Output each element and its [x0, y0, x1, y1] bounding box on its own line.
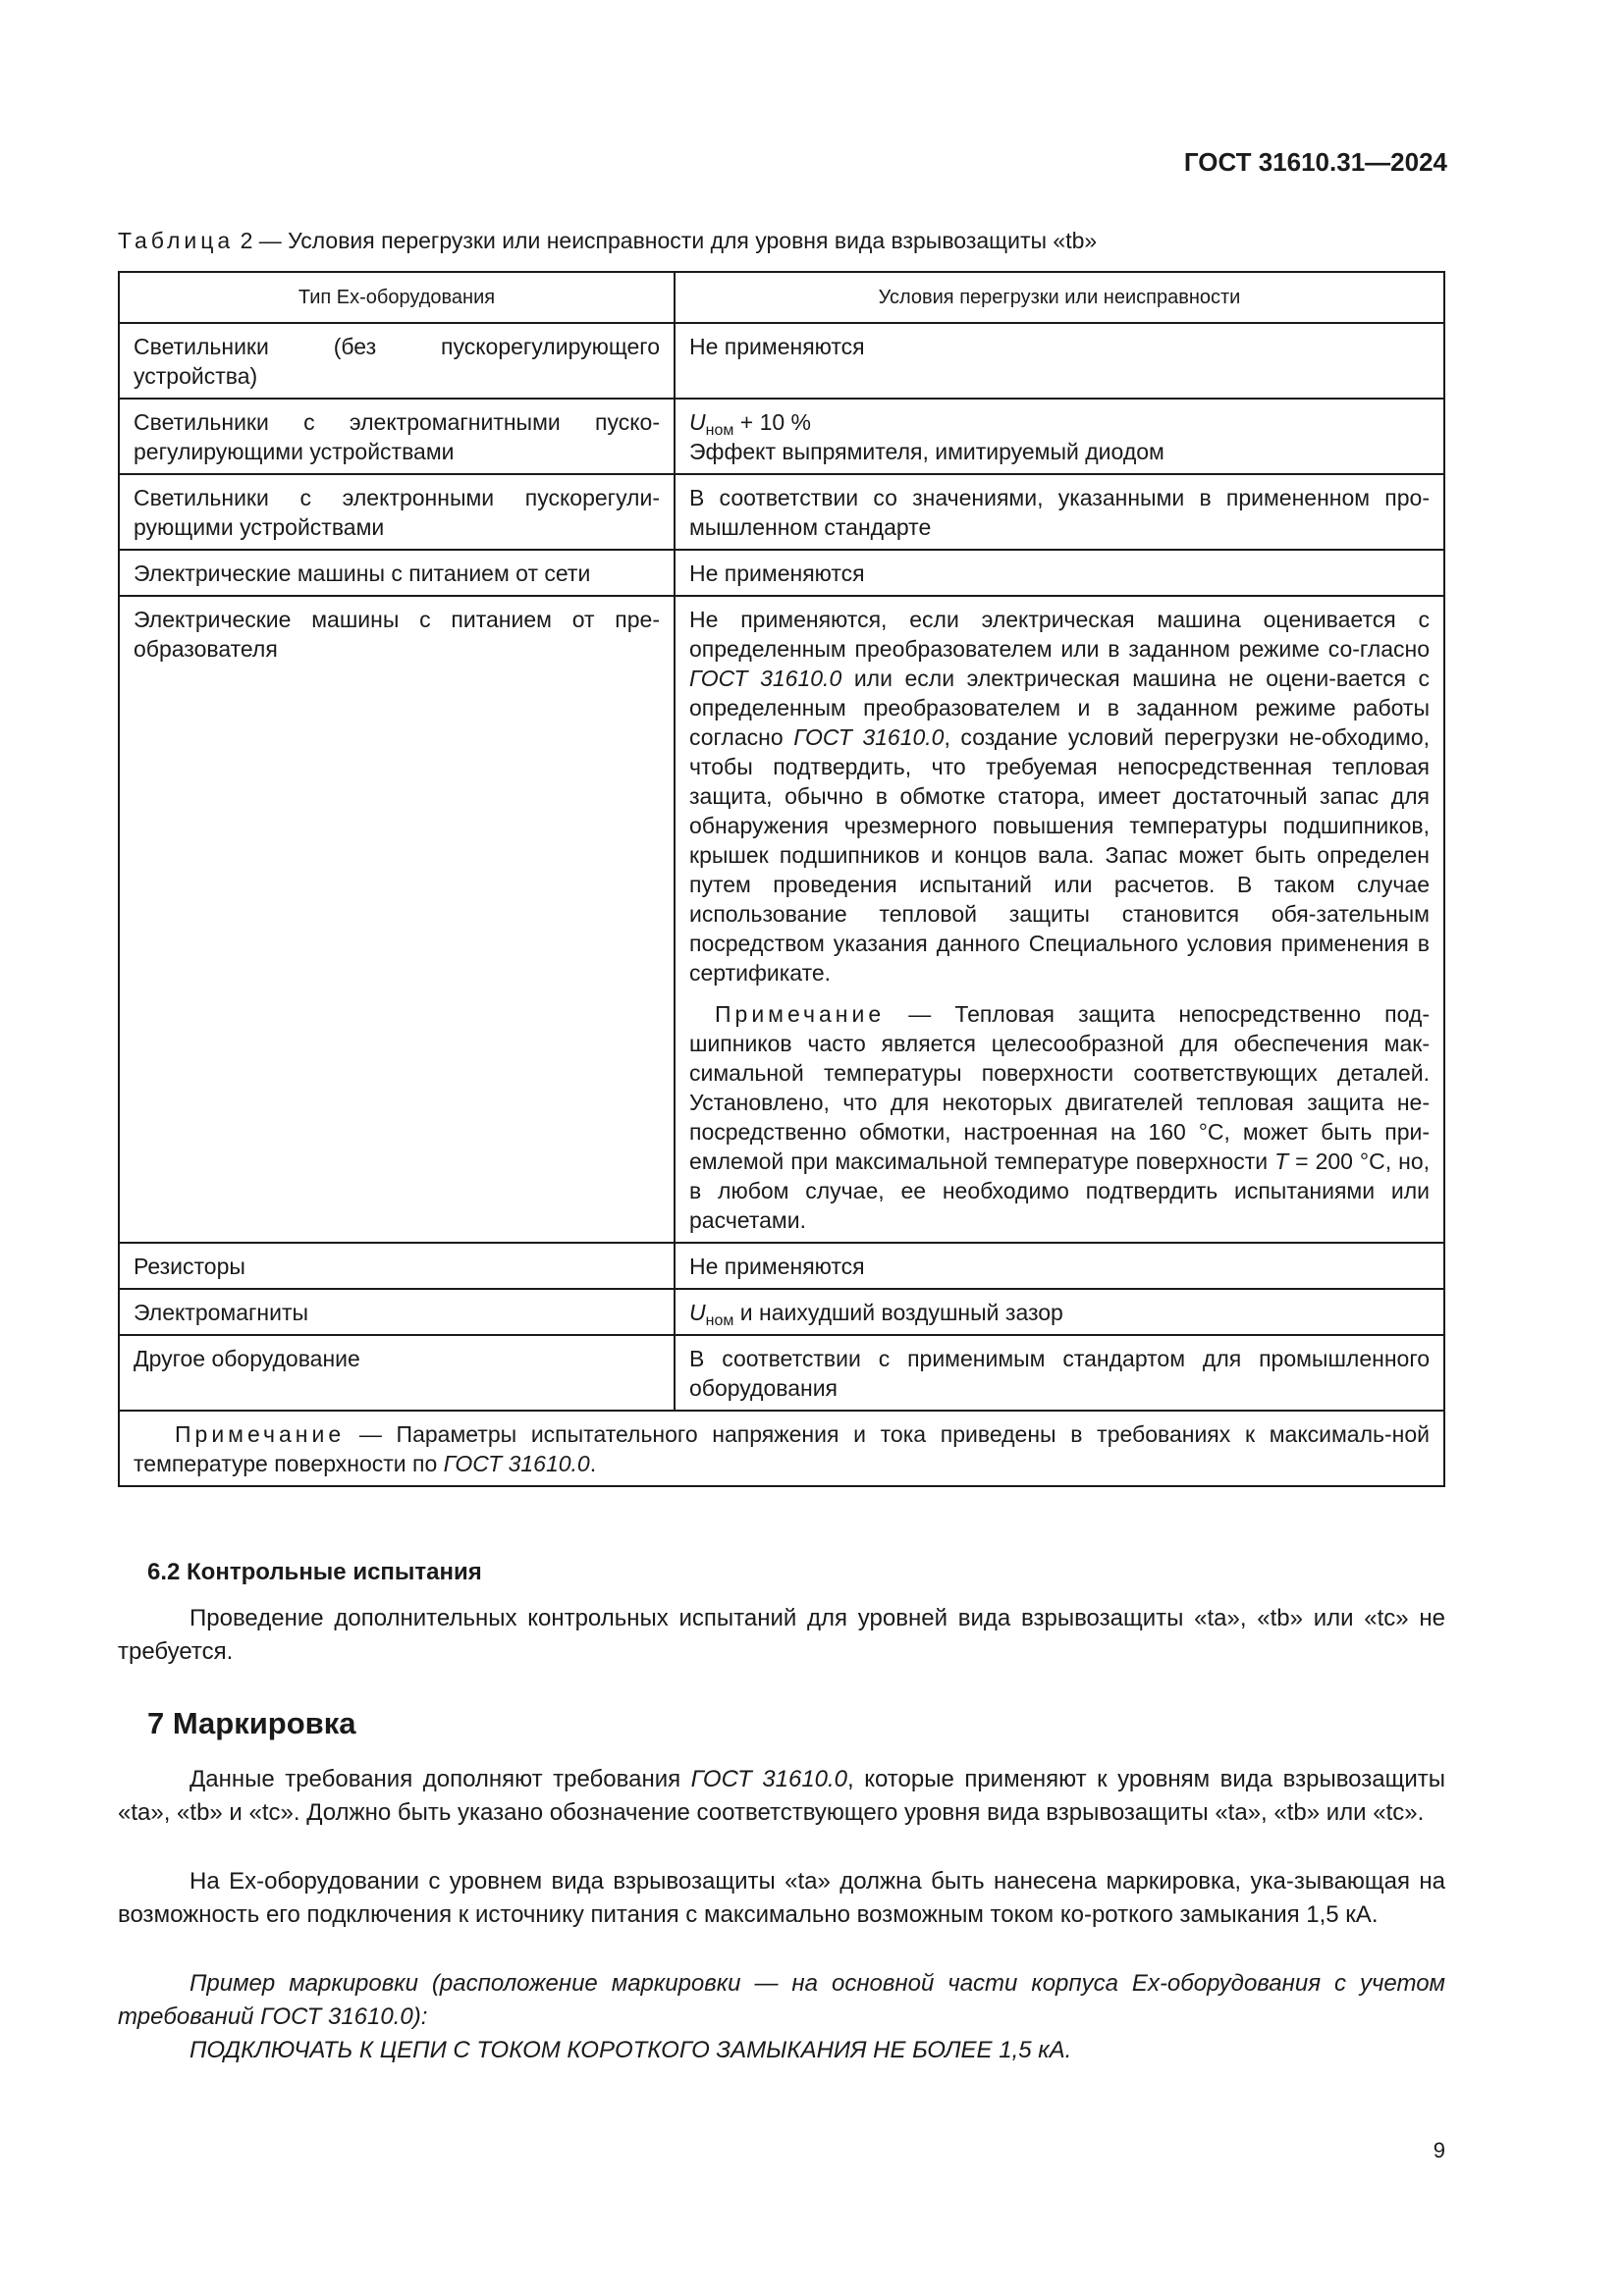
condition-cell: Не применяются — [675, 550, 1444, 596]
condition-text: или если электрическая машина не оцени-вается с определенным преобразователем и в заданном режиме работы согласно — [689, 666, 1431, 750]
table-row — [119, 323, 1444, 399]
voltage-symbol: U — [689, 409, 706, 435]
table-caption-text: 2 — Условия перегрузки или неисправности для уровня вида взрывозащиты «tb» — [240, 228, 1098, 253]
voltage-expression — [689, 407, 1430, 437]
condition-cell: В соответствии со значениями, указанными в примененном про-мышленном стандарте — [675, 474, 1444, 550]
table-footnote-row — [119, 1411, 1444, 1486]
table-row — [119, 550, 1444, 596]
equipment-type-cell: Светильники с электромагнитными пуско-регулирующими устройствами — [119, 399, 675, 474]
voltage-subscript: ном — [705, 1312, 734, 1329]
section-7-heading: 7 Маркировка — [147, 1706, 356, 1740]
condition-text: , создание условий перегрузки не-обходимо, чтобы подтвердить, что требуемая непосредственная тепловая защита, обычно в обмотке статора, имеет достаточный запас для обнаружения чрезмерного повышения температуры подшипников, крышек подшипников и концов вала. Запас может быть определен путем проведения испытаний или расчетов. В таком случае использование тепловой защиты становится обя-зательным посредством указания данного Специального условия применения в сертификате. — [689, 724, 1431, 986]
table-header-row — [119, 272, 1444, 323]
condition-cell: В соответствии с применимым стандартом для промышленного оборудования — [675, 1335, 1444, 1411]
equipment-type-cell: Резисторы — [119, 1243, 675, 1289]
voltage-rest: + 10 % — [733, 409, 811, 435]
condition-cell — [675, 1289, 1444, 1335]
section-6-2-heading: 6.2 Контрольные испытания — [147, 1559, 482, 1585]
paragraph-text: Пример маркировки (расположение маркировки — на основной части корпуса Ex-оборудования с учетом требований ГОСТ 31610.0): — [118, 1970, 1445, 2030]
equipment-type-cell: Электрические машины с питанием от пре-образователя — [119, 596, 675, 1243]
voltage-symbol: U — [689, 1300, 706, 1325]
marking-example-intro — [118, 1967, 1445, 2034]
equipment-type-cell: Электрические машины с питанием от сети — [119, 550, 675, 596]
table-footnote — [119, 1411, 1444, 1486]
voltage-rest: и наихудший воздушный зазор — [733, 1300, 1063, 1325]
column-header-equipment-type: Тип Ex-оборудования — [119, 272, 675, 323]
temperature-symbol: T — [1274, 1148, 1289, 1174]
equipment-type-cell: Другое оборудование — [119, 1335, 675, 1411]
paragraph-text: ПОДКЛЮЧАТЬ К ЦЕПИ С ТОКОМ КОРОТКОГО ЗАМЫКАНИЯ НЕ БОЛЕЕ 1,5 кА. — [189, 2037, 1072, 2063]
table-row — [119, 596, 1444, 1243]
cell-note — [689, 999, 1430, 1235]
condition-cell: Не применяются — [675, 1243, 1444, 1289]
standard-reference: ГОСТ 31610.0 — [690, 1766, 848, 1792]
note-text: = 200 °C, но, в любом случае, ее необходимо подтвердить испытаниями или расчетами. — [689, 1148, 1430, 1233]
section-7-paragraph-1 — [118, 1763, 1445, 1830]
page-number: 9 — [1433, 2138, 1445, 2163]
note-word: Примечание — [715, 1001, 886, 1027]
table-row — [119, 1243, 1444, 1289]
equipment-type-cell: Светильники с электронными пускорегули-рующими устройствами — [119, 474, 675, 550]
table-caption — [118, 228, 1097, 254]
standard-reference: ГОСТ 31610.0 — [689, 666, 842, 691]
table-row — [119, 1289, 1444, 1335]
standard-designation: ГОСТ 31610.31—2024 — [1183, 147, 1447, 177]
paragraph-text: , которые применяют к уровням вида взрывозащиты «ta», «tb» и «tc». Должно быть указано обозначение соответствующего уровня вида взрывозащиты «ta», «tb» или «tc». — [118, 1766, 1445, 1826]
condition-cell: Не применяются — [675, 323, 1444, 399]
condition-cell — [675, 596, 1444, 1243]
paragraph-text: Проведение дополнительных контрольных испытаний для уровней вида взрывозащиты «ta», «tb» или «tc» не требуется. — [118, 1605, 1445, 1665]
section-6-2-text — [118, 1602, 1445, 1669]
condition-paragraph — [689, 605, 1430, 988]
condition-line: Эффект выпрямителя, имитируемый диодом — [689, 439, 1164, 464]
footnote-text: — Параметры испытательного напряжения и тока приведены в требованиях к максималь-ной температуре поверхности по — [134, 1421, 1430, 1476]
table-caption-word: Таблица — [118, 228, 235, 253]
section-7-paragraph-2 — [118, 1865, 1445, 1932]
requirements-table — [118, 271, 1445, 1487]
voltage-subscript: ном — [705, 422, 734, 439]
table-row — [119, 1335, 1444, 1411]
standard-reference: ГОСТ 31610.0 — [793, 724, 945, 750]
footnote-word: Примечание — [175, 1421, 346, 1447]
paragraph-text: Данные требования дополняют требования — [189, 1766, 691, 1792]
equipment-type-cell: Электромагниты — [119, 1289, 675, 1335]
paragraph-text: На Ex-оборудовании с уровнем вида взрывозащиты «ta» должна быть нанесена маркировка, ука-зывающая на возможность его подключения к источнику питания с максимально возможным током ко-роткого замыкания 1,5 кА. — [118, 1868, 1445, 1928]
footnote-end: . — [589, 1451, 597, 1476]
column-header-conditions: Условия перегрузки или неисправности — [675, 272, 1444, 323]
standard-reference: ГОСТ 31610.0 — [443, 1451, 590, 1476]
table-row — [119, 474, 1444, 550]
marking-example-text — [118, 2034, 1445, 2067]
condition-text: Не применяются, если электрическая машина оценивается с определенным преобразователем или в заданном режиме со-гласно — [689, 607, 1430, 662]
equipment-type-cell: Светильники (без пускорегулирующего устройства) — [119, 323, 675, 399]
table-row — [119, 399, 1444, 474]
note-text: — Тепловая защита непосредственно под-шипников часто является целесообразной для обеспечения мак-симальной температуры поверхности соответствующих деталей. Установлено, что для некоторых двигателей тепловая защита не-посредственно обмотки, настроенная на 160 °C, может быть при-емлемой при максимальной температуре поверхности — [689, 1001, 1430, 1174]
condition-cell — [675, 399, 1444, 474]
